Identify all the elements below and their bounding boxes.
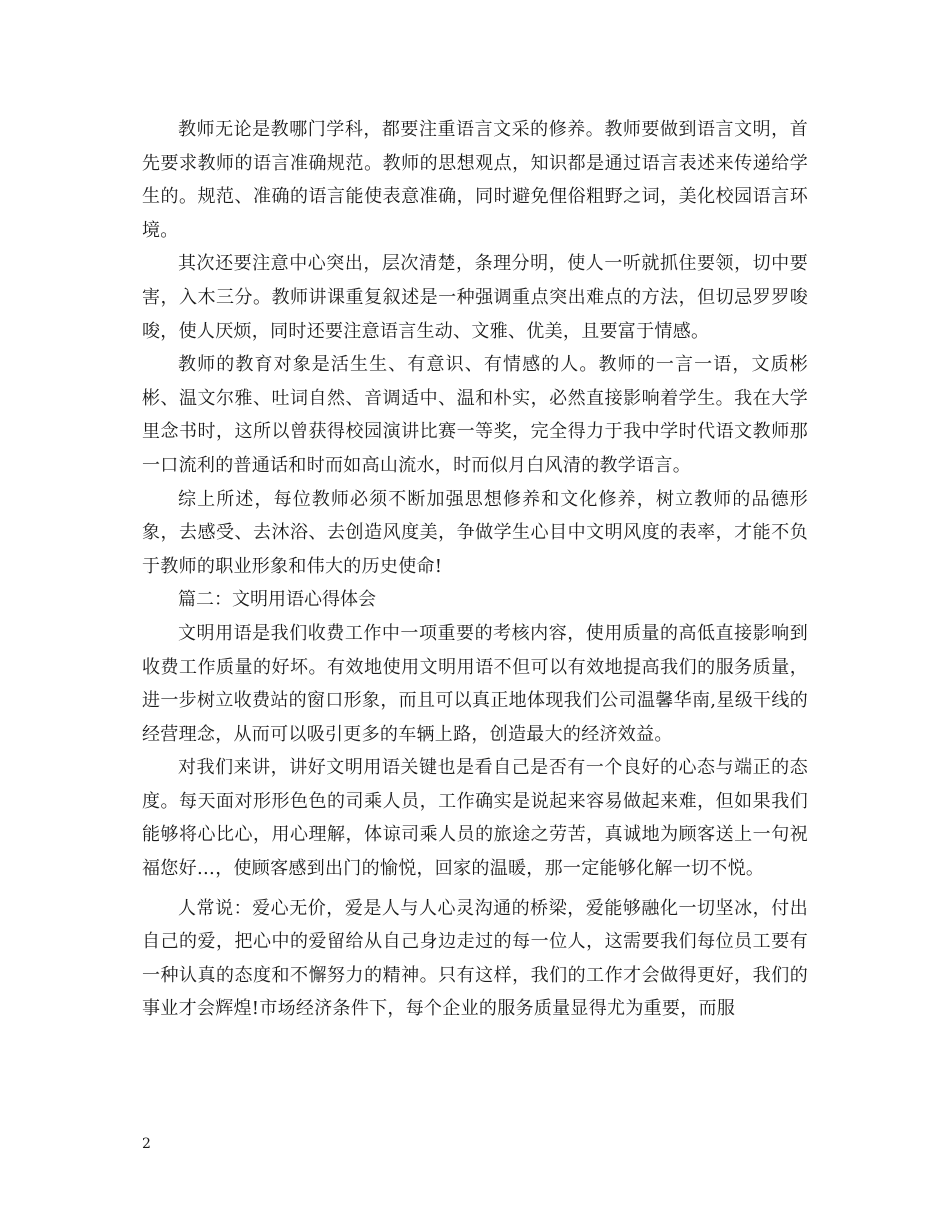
document-body xyxy=(142,113,808,1026)
paragraph-education-object: 教师的教育对象是活生生、有意识、有情感的人。教师的一言一语，文质彬彬、温文尔雅、吐词自然、音调适中、温和朴实，必然直接影响着学生。我在大学里念书时，这所以曾获得校园演讲比赛一等奖，完全得力于我中学时代语文教师那一口流利的普通话和时而如高山流水，时而似月白风清的教学语言。 xyxy=(142,354,808,476)
section-heading: 篇二：文明用语心得体会 xyxy=(178,589,376,611)
paragraph-clarity: 其次还要注意中心突出，层次清楚，条理分明，使人一听就抓住要领，切中要害，入木三分。教师讲课重复叙述是一种强调重点突出难点的方法，但切忌罗罗唆唆，使人厌烦，同时还要注意语言生动、文雅、优美，且要富于情感。 xyxy=(142,253,808,342)
paragraph-attitude: 对我们来讲，讲好文明用语关键也是看自己是否有一个良好的心态与端正的态度。每天面对形形色色的司乘人员，工作确实是说起来容易做起来难，但如果我们能够将心比心，用心理解，体谅司乘人员的旅途之劳苦，真诚地为顾客送上一句祝福您好…，使顾客感到出门的愉悦，回家的温暖，那一定能够化解一切不悦。 xyxy=(142,757,808,880)
paragraph-conclusion: 综上所述，每位教师必须不断加强思想修养和文化修养，树立教师的品德形象，去感受、去沐浴、去创造风度美，争做学生心目中文明风度的表率，才能不负于教师的职业形象和伟大的历史使命! xyxy=(142,488,808,577)
page-number: 2 xyxy=(142,1136,151,1152)
paragraph-civil-language: 文明用语是我们收费工作中一项重要的考核内容，使用质量的高低直接影响到收费工作质量的好坏。有效地使用文明用语不但可以有效地提高我们的服务质量，进一步树立收费站的窗口形象，而且可以真正地体现我们公司温馨华南,星级干线的经营理念，从而可以吸引更多的车辆上路，创造最大的经济效益。 xyxy=(142,622,808,745)
paragraph-love: 人常说：爱心无价，爱是人与人心灵沟通的桥梁，爱能够融化一切坚冰，付出自己的爱，把心中的爱留给从自己身边走过的每一位人，这需要我们每位员工要有一种认真的态度和不懈努力的精神。只有这样，我们的工作才会做得更好，我们的事业才会辉煌!市场经济条件下，每个企业的服务质量显得尤为重要，而服 xyxy=(142,897,808,1020)
paragraph-language-standards: 教师无论是教哪门学科，都要注重语言文采的修养。教师要做到语言文明，首先要求教师的语言准确规范。教师的思想观点，知识都是通过语言表述来传递给学生的。规范、准确的语言能使表意准确，同时避免俚俗粗野之词，美化校园语言环境。 xyxy=(142,119,808,241)
